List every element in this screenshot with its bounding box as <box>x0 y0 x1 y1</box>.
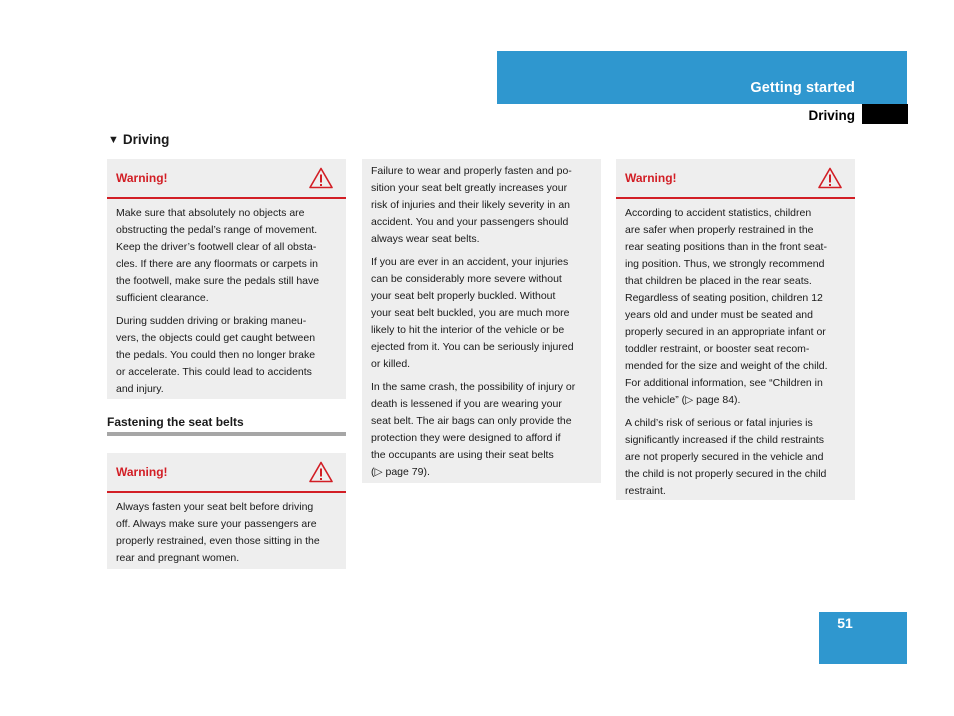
text-line: or killed. <box>371 358 411 370</box>
text-line: sition your seat belt greatly increases your <box>371 182 568 194</box>
text-line: Keep the driver’s footwell clear of all obsta- <box>116 241 317 253</box>
header-band <box>497 51 907 104</box>
info-paragraph <box>371 379 592 481</box>
warning-triangle-icon <box>309 167 333 189</box>
text-line: protection they were designed to afford if <box>371 432 561 444</box>
chapter-title: Getting started <box>750 80 855 96</box>
warning-paragraph <box>116 313 337 398</box>
warning-box-children <box>616 159 855 500</box>
warning-body <box>107 199 346 398</box>
warning-label: Warning! <box>116 171 168 185</box>
text-line: risk of injuries and their likely severity in an <box>371 199 570 211</box>
warning-header <box>616 159 855 199</box>
text-line: mended for the size and weight of the child. <box>625 360 828 372</box>
warning-paragraph <box>625 205 846 409</box>
text-line: the vehicle” (▷ page 84). <box>625 394 741 406</box>
text-line: that children be placed in the rear seats. <box>625 275 812 287</box>
text-line: During sudden driving or braking maneu- <box>116 315 307 327</box>
text-line: the occupants are using their seat belts <box>371 449 554 461</box>
text-line: seat belt. The air bags can only provide the <box>371 415 572 427</box>
text-line: accident. You and your passengers should <box>371 216 569 228</box>
warning-body <box>616 199 855 500</box>
subheading-seat-belts: Fastening the seat belts <box>107 415 244 429</box>
text-line: Make sure that absolutely no objects are <box>116 207 305 219</box>
text-line: If you are ever in an accident, your injuries <box>371 256 569 268</box>
warning-paragraph <box>116 499 337 567</box>
text-line: obstructing the pedal’s range of movement. <box>116 224 318 236</box>
info-body <box>362 159 601 481</box>
text-line: are safer when properly restrained in the <box>625 224 814 236</box>
warning-triangle-icon <box>818 167 842 189</box>
text-line: cles. If there are any floormats or carpets in <box>116 258 318 270</box>
triangle-down-icon: ▼ <box>108 133 119 146</box>
text-line: restraint. <box>625 485 666 497</box>
text-line: the child is not properly secured in the child <box>625 468 827 480</box>
text-line: rear seating positions than in the front seat- <box>625 241 827 253</box>
warning-paragraph <box>625 415 846 500</box>
info-paragraph <box>371 254 592 373</box>
text-line: In the same crash, the possibility of injury or <box>371 381 576 393</box>
page-number: 51 <box>837 615 853 631</box>
text-line: vers, the objects could get caught between <box>116 332 316 344</box>
text-line: ing position. Thus, we strongly recommend <box>625 258 825 270</box>
text-line: properly secured in an appropriate infant or <box>625 326 826 338</box>
text-line: your seat belt buckled, you are much more <box>371 307 570 319</box>
text-line: off. Always make sure your passengers are <box>116 518 317 530</box>
text-line: Regardless of seating position, children 12 <box>625 292 823 304</box>
section-heading <box>108 132 169 147</box>
warning-box-pedals <box>107 159 346 399</box>
warning-label: Warning! <box>116 465 168 479</box>
text-line: Always fasten your seat belt before driving <box>116 501 314 513</box>
warning-triangle-icon <box>309 461 333 483</box>
text-line: or accelerate. This could lead to accidents <box>116 366 312 378</box>
section-tab-marker <box>862 104 908 124</box>
warning-header <box>107 159 346 199</box>
warning-header <box>107 453 346 493</box>
text-line: and injury. <box>116 383 164 395</box>
text-line: For additional information, see “Children in <box>625 377 823 389</box>
text-line: rear and pregnant women. <box>116 552 240 564</box>
text-line: years old and under must be seated and <box>625 309 813 321</box>
text-line: According to accident statistics, children <box>625 207 812 219</box>
warning-label: Warning! <box>625 171 677 185</box>
text-line: (▷ page 79). <box>371 466 430 478</box>
warning-paragraph <box>116 205 337 307</box>
subheading-rule <box>107 432 346 436</box>
info-paragraph <box>371 163 592 248</box>
text-line: likely to hit the interior of the vehicle or be <box>371 324 565 336</box>
info-box-seat-belts <box>362 159 601 483</box>
text-line: can be considerably more severe without <box>371 273 562 285</box>
warning-box-seat-belts <box>107 453 346 569</box>
text-line: toddler restraint, or booster seat recom- <box>625 343 810 355</box>
text-line: significantly increased if the child restraints <box>625 434 825 446</box>
section-title: Driving <box>808 108 855 123</box>
text-line: the pedals. You could then no longer brake <box>116 349 316 361</box>
text-line: sufficient clearance. <box>116 292 209 304</box>
text-line: ejected from it. You can be seriously injured <box>371 341 574 353</box>
text-line: always wear seat belts. <box>371 233 480 245</box>
text-line: the footwell, make sure the pedals still have <box>116 275 320 287</box>
text-line: death is lessened if you are wearing your <box>371 398 562 410</box>
text-line: properly restrained, even those sitting in the <box>116 535 320 547</box>
text-line: your seat belt properly buckled. Without <box>371 290 556 302</box>
text-line: are not properly secured in the vehicle and <box>625 451 824 463</box>
warning-body <box>107 493 346 567</box>
text-line: A child’s risk of serious or fatal injuries is <box>625 417 813 429</box>
text-line: Failure to wear and properly fasten and po- <box>371 165 572 177</box>
section-heading-text: Driving <box>122 132 170 147</box>
